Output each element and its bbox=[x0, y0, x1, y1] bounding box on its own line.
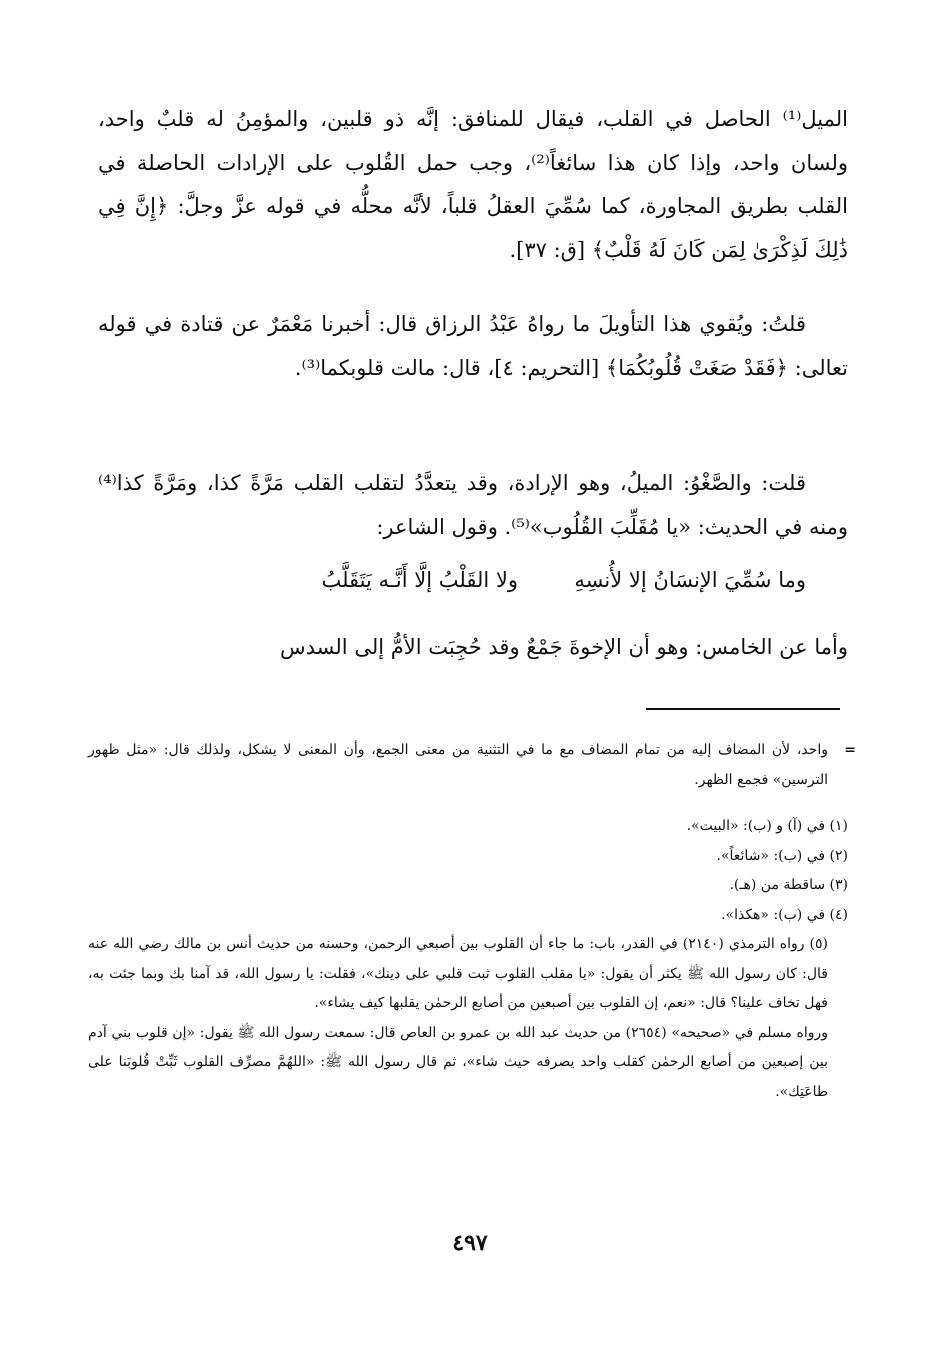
footnote-5: (٥) رواه الترمذي (٢١٤٠) في القدر، باب: ما جاء أن القلوب بين أصبعي الرحمن، وحسنه من حديث أنس بن مالك رضي الله عنه قال: كان رسول الله ﷺ يكثر أن يقول: «يا مقلب القلوب ثبت قلبي على دينك»، فقلت: يا رسول الله، قد آمنا بك وبما جئت به، فهل تخاف علينا؟ قال: «نعم، إن القلوب بين أصبعين من أصابع الرحمٰن يقلبها كيف يشاء». bbox=[88, 936, 829, 1011]
paragraph-1: الميل⁽¹⁾ الحاصل في القلب، فيقال للمنافق: إنَّه ذو قلبين، والمؤمِنُ له قلبٌ واحد، ولسان واحد، وإذا كان هذا سائغاً⁽²⁾، وجب حمل القُلوب على الإرادات الحاصلة في القلب بطريق المجاورة، كما سُمِّيَ العقلُ قلباً، لأنَّه محلُّه في قوله عزَّ وجلَّ: ﴿إِنَّ فِي ذَٰلِكَ لَذِكْرَىٰ لِمَن كَانَ لَهُ قَلْبٌ﴾ [ق: ٣٧]. bbox=[98, 107, 848, 262]
footnote-carry-text: واحد، لأن المضاف إليه من تمام المضاف مع ما في التثنية من معنى الجمع، وأن المعنى لا يشكل، ولذلك قال: «مثل ظهور الترسين» فجمع الظهر. bbox=[88, 742, 828, 788]
paragraph-2: قلتُ: ويُقوي هذا التأويلَ ما رواهُ عَبْدُ الرزاق قال: أخبرنا مَعْمَرٌ عن قتادة في قوله تعالى: ﴿فَقَدْ صَغَتْ قُلُوبُكُمَا﴾ [التحريم: ٤]، قال: مالت قلوبكما⁽³⁾. bbox=[98, 312, 848, 380]
footnote-5-continued: ورواه مسلم في «صحيحه» (٢٦٥٤) من حديث عبد الله بن عمرو بن العاص قال: سمعت رسول الله ﷺ يقول: «إن قلوب بني آدم بين إصبعين من أصابع الرحمٰن كقلب واحد يصرفه حيث شاء»، ثم قال رسول الله ﷺ: «اللهُمَّ مصرِّف القلوب ثَبِّتْ قُلوبَنا على طاعَتِك». bbox=[88, 1024, 828, 1100]
poetry-verse bbox=[98, 558, 848, 602]
footnote-3: (٣) ساقطة من (هـ). bbox=[729, 877, 848, 893]
paragraph-3: قلت: والصَّغْوُ: الميلُ، وهو الإرادة، وقد يتعدَّدُ لتقلب القلب مَرَّةً كذا، ومَرَّةً كذا⁽⁴⁾ ومنه في الحديث: «يا مُقَلِّبَ القُلُوب»⁽⁵⁾. وقول الشاعر: bbox=[98, 471, 848, 539]
verse-second-hemistich: ولا القَلْبُ إلَّا أَنَّـه يَتَقَلَّبُ bbox=[321, 568, 518, 592]
carry-over-mark: = bbox=[844, 742, 856, 758]
footnote-carry-over bbox=[88, 736, 856, 795]
footnote-1: (١) في (آ) و (ب): «البيت». bbox=[686, 818, 848, 834]
paragraph-4: وأما عن الخامس: وهو أن الإخوةَ جَمْعٌ وقد حُجِبَت الأمُّ إلى السدس bbox=[280, 635, 848, 659]
footnote-2: (٢) في (ب): «شائعاً». bbox=[716, 847, 848, 864]
footnote-4: (٤) في (ب): «هكذا». bbox=[721, 906, 848, 923]
verse-first-hemistich: وما سُمِّيَ الإنسَانُ إلا لأُنسِهِ bbox=[574, 568, 806, 592]
footnote-separator bbox=[646, 708, 840, 710]
page-number: ٤٩٧ bbox=[452, 1230, 488, 1256]
footnote-list bbox=[88, 812, 848, 1107]
